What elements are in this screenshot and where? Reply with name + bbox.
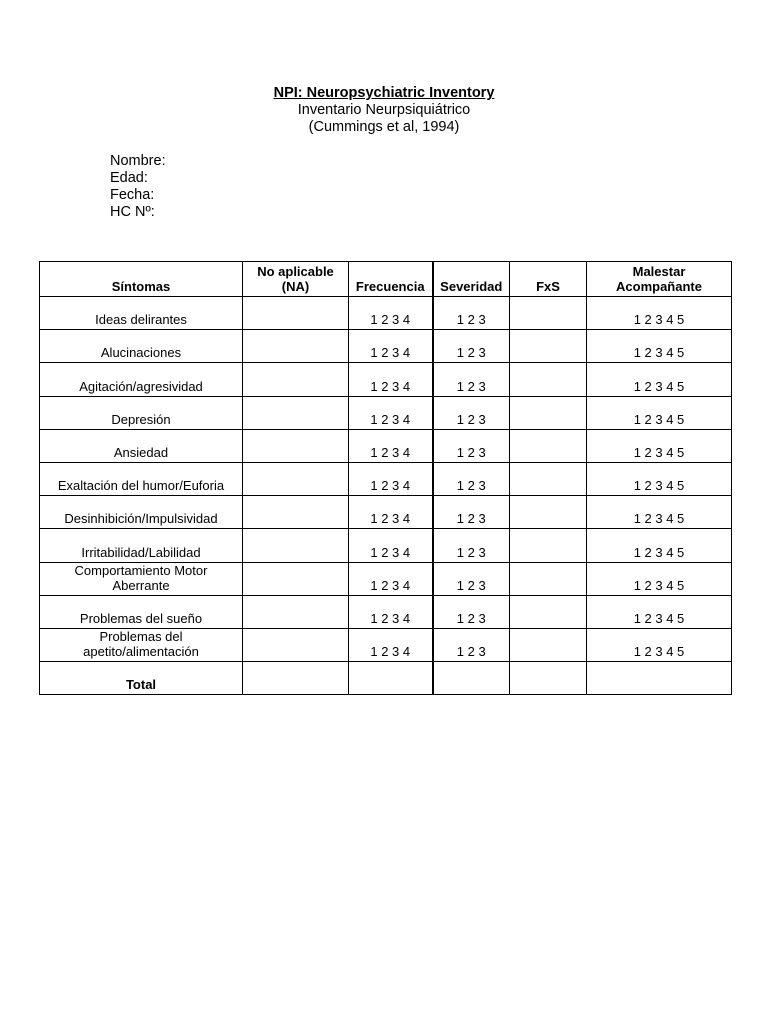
- severity-cell[interactable]: 1 2 3: [433, 595, 510, 628]
- symptom-label: Exaltación del humor/Euforia: [57, 478, 225, 494]
- frequency-cell[interactable]: 1 2 3 4: [349, 462, 433, 495]
- symptom-label: Aberrante: [112, 577, 170, 593]
- na-cell[interactable]: [243, 429, 349, 462]
- table-row: [40, 429, 732, 462]
- table-row: [40, 496, 732, 529]
- document-title: NPI: Neuropsychiatric Inventory: [273, 85, 495, 101]
- distress-cell[interactable]: 1 2 3 4 5: [587, 462, 732, 495]
- symptom-label: Depresión: [111, 411, 171, 427]
- distress-cell[interactable]: 1 2 3 4 5: [587, 297, 732, 330]
- total-frequency-cell[interactable]: [349, 662, 433, 695]
- distress-cell[interactable]: 1 2 3 4 5: [587, 363, 732, 396]
- severity-cell[interactable]: 1 2 3: [433, 562, 510, 595]
- fxs-cell[interactable]: [510, 429, 587, 462]
- na-cell[interactable]: [243, 628, 349, 661]
- frequency-cell[interactable]: 1 2 3 4: [349, 595, 433, 628]
- distress-cell[interactable]: 1 2 3 4 5: [587, 628, 732, 661]
- fxs-cell[interactable]: [510, 396, 587, 429]
- symptom-label: Desinhibición/Impulsividad: [64, 511, 218, 527]
- table-row: [40, 562, 732, 595]
- table-row: [40, 462, 732, 495]
- symptom-cell: [40, 628, 243, 661]
- frequency-cell[interactable]: 1 2 3 4: [349, 330, 433, 363]
- symptom-cell: [40, 496, 243, 529]
- na-cell[interactable]: [243, 396, 349, 429]
- frequency-cell[interactable]: 1 2 3 4: [349, 628, 433, 661]
- fxs-cell[interactable]: [510, 462, 587, 495]
- severity-cell[interactable]: 1 2 3: [433, 628, 510, 661]
- severity-cell[interactable]: 1 2 3: [433, 330, 510, 363]
- symptom-label: Irritabilidad/Labilidad: [81, 544, 201, 560]
- distress-cell[interactable]: 1 2 3 4 5: [587, 529, 732, 562]
- severity-cell[interactable]: 1 2 3: [433, 496, 510, 529]
- distress-cell[interactable]: 1 2 3 4 5: [587, 562, 732, 595]
- record-field-label: HC Nº:: [110, 204, 155, 220]
- na-cell[interactable]: [243, 462, 349, 495]
- symptom-cell: [40, 330, 243, 363]
- severity-cell[interactable]: 1 2 3: [433, 529, 510, 562]
- na-cell[interactable]: [243, 529, 349, 562]
- frequency-cell[interactable]: 1 2 3 4: [349, 496, 433, 529]
- table-row: [40, 628, 732, 661]
- symptom-label-line1: Problemas del: [99, 629, 183, 645]
- symptom-cell: [40, 429, 243, 462]
- severity-cell[interactable]: 1 2 3: [433, 297, 510, 330]
- symptom-cell: [40, 297, 243, 330]
- severity-cell[interactable]: 1 2 3: [433, 363, 510, 396]
- distress-cell[interactable]: 1 2 3 4 5: [587, 330, 732, 363]
- symptom-label: apetito/alimentación: [83, 644, 199, 660]
- total-distress-cell[interactable]: [587, 662, 732, 695]
- symptom-cell: [40, 529, 243, 562]
- symptom-label: Agitación/agresividad: [79, 378, 203, 394]
- table-row: [40, 330, 732, 363]
- table-row: [40, 529, 732, 562]
- symptom-cell: [40, 462, 243, 495]
- severity-cell[interactable]: 1 2 3: [433, 429, 510, 462]
- frequency-cell[interactable]: 1 2 3 4: [349, 363, 433, 396]
- total-fxs-cell[interactable]: [510, 662, 587, 695]
- fxs-cell[interactable]: [510, 496, 587, 529]
- symptom-label: Alucinaciones: [100, 345, 182, 361]
- table-row: [40, 363, 732, 396]
- severity-cell[interactable]: 1 2 3: [433, 462, 510, 495]
- severity-cell[interactable]: 1 2 3: [433, 396, 510, 429]
- fxs-cell[interactable]: [510, 529, 587, 562]
- symptom-label-line1: Comportamiento Motor: [74, 562, 208, 578]
- date-field-label: Fecha:: [110, 187, 155, 203]
- frequency-cell[interactable]: 1 2 3 4: [349, 562, 433, 595]
- header-not-applicable: [243, 262, 349, 297]
- name-field-label: Nombre:: [110, 153, 166, 169]
- total-label-cell: Total: [40, 662, 243, 695]
- header-frequency: Frecuencia: [349, 262, 433, 297]
- header-severity: Severidad: [433, 262, 510, 297]
- table-row: [40, 396, 732, 429]
- na-cell[interactable]: [243, 330, 349, 363]
- table-row: [40, 297, 732, 330]
- distress-cell[interactable]: 1 2 3 4 5: [587, 396, 732, 429]
- document-subtitle: Inventario Neurpsiquiátrico: [297, 102, 471, 118]
- symptom-cell: [40, 363, 243, 396]
- distress-cell[interactable]: 1 2 3 4 5: [587, 496, 732, 529]
- age-field-label: Edad:: [110, 170, 148, 186]
- distress-cell[interactable]: 1 2 3 4 5: [587, 429, 732, 462]
- frequency-cell[interactable]: 1 2 3 4: [349, 529, 433, 562]
- npi-table: [39, 261, 732, 695]
- symptom-label: Ideas delirantes: [95, 312, 187, 328]
- symptom-cell: [40, 562, 243, 595]
- symptom-cell: [40, 595, 243, 628]
- frequency-cell[interactable]: 1 2 3 4: [349, 396, 433, 429]
- patient-fields: [110, 153, 166, 221]
- document-citation: (Cummings et al, 1994): [308, 119, 460, 135]
- symptom-label: Problemas del sueño: [79, 610, 203, 626]
- document-header: [0, 85, 768, 136]
- header-distress-line1: Malestar: [632, 264, 686, 279]
- header-na-line1: No aplicable: [257, 264, 334, 279]
- frequency-cell[interactable]: 1 2 3 4: [349, 297, 433, 330]
- fxs-cell[interactable]: [510, 330, 587, 363]
- na-cell[interactable]: [243, 297, 349, 330]
- fxs-cell[interactable]: [510, 628, 587, 661]
- header-na-line2: (NA): [281, 279, 310, 294]
- total-na-cell[interactable]: [243, 662, 349, 695]
- na-cell[interactable]: [243, 595, 349, 628]
- distress-cell[interactable]: 1 2 3 4 5: [587, 595, 732, 628]
- frequency-cell[interactable]: 1 2 3 4: [349, 429, 433, 462]
- header-symptoms: Síntomas: [40, 262, 243, 297]
- header-fxs: FxS: [510, 262, 587, 297]
- total-row: [40, 662, 732, 695]
- header-distress-line2: Acompañante: [616, 279, 702, 294]
- table-row: [40, 595, 732, 628]
- fxs-cell[interactable]: [510, 363, 587, 396]
- table-header-row: [40, 262, 732, 297]
- na-cell[interactable]: [243, 562, 349, 595]
- fxs-cell[interactable]: [510, 562, 587, 595]
- table-body: [40, 297, 732, 695]
- fxs-cell[interactable]: [510, 297, 587, 330]
- fxs-cell[interactable]: [510, 595, 587, 628]
- symptom-label: Ansiedad: [113, 444, 169, 460]
- symptom-cell: [40, 396, 243, 429]
- header-distress: [587, 262, 732, 297]
- na-cell[interactable]: [243, 363, 349, 396]
- na-cell[interactable]: [243, 496, 349, 529]
- total-severity-cell[interactable]: [433, 662, 510, 695]
